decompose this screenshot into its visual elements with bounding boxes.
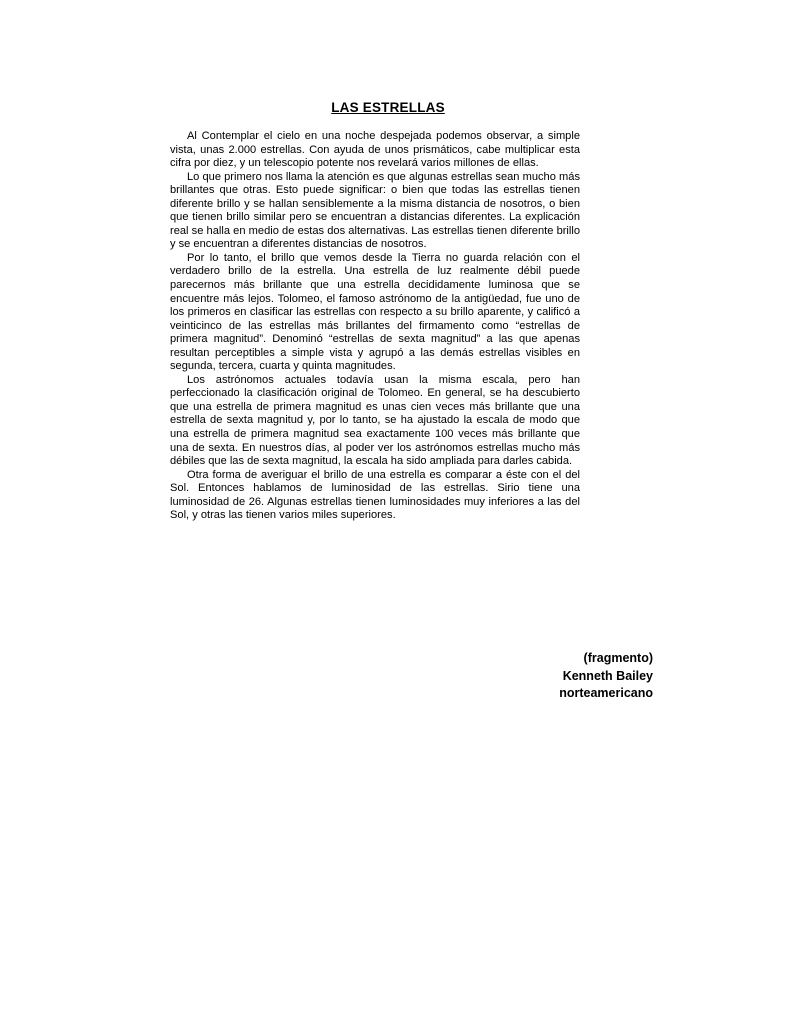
paragraph-1: Al Contemplar el cielo en una noche despejada podemos observar, a simple vista, unas 2.000 estrellas. Con ayuda de unos prismáticos, cabe multiplicar esta cifra por diez, y un telescopio potente nos revelará varios millones de ellas. [170, 130, 580, 170]
fragment-note: (fragmento) [583, 651, 653, 665]
paragraph-4: Los astrónomos actuales todavía usan la misma escala, pero han perfeccionado la clasificación original de Tolomeo. En general, se ha descubierto que una estrella de primera magnitud es unas cien veces más brillante que una estrella de sexta magnitud y, por lo tanto, se ha ajustado la escala de modo que una estrella de primera magnitud sea exactamente 100 veces más brillante que una de sexta. En nuestros días, al poder ver los astrónomos estrellas mucho más débiles que las de sexta magnitud, la escala ha sido ampliada para darles cabida. [170, 373, 580, 468]
paragraph-3: Por lo tanto, el brillo que vemos desde la Tierra no guarda relación con el verdadero brillo de la estrella. Una estrella de luz realmente débil puede parecernos más brillante que una estrella decididamente luminosa que se encuentre más lejos. Tolomeo, el famoso astrónomo de la antigüedad, fue uno de los primeros en clasificar las estrellas con respecto a su brillo aparente, y calificó a veinticinco de las estrellas más brillantes del firmamento como “estrellas de primera magnitud”. Denominó “estrellas de sexta magnitud” a las que apenas resultan perceptibles a simple vista y agrupó a las demás estrellas visibles en segunda, tercera, cuarta y quinta magnitudes. [170, 251, 580, 373]
page-title: LAS ESTRELLAS [331, 100, 445, 115]
author-nationality: norteamericano [559, 686, 653, 700]
paragraph-5: Otra forma de averiguar el brillo de una estrella es comparar a éste con el del Sol. Entonces hablamos de luminosidad de las estrellas. Sirio tiene una luminosidad de 26. Algunas estrellas tienen luminosidades muy inferiores a las del Sol, y otras las tienen varios miles superiores. [170, 468, 580, 522]
article-body [170, 130, 580, 523]
attribution-block [559, 650, 653, 703]
author-name: Kenneth Bailey [562, 668, 653, 683]
paragraph-2: Lo que primero nos llama la atención es que algunas estrellas sean mucho más brillantes que otras. Esto puede significar: o bien que todas las estrellas tienen diferente brillo y se hallan sensiblemente a la misma distancia de nosotros, o bien que tienen brillo similar pero se encuentran a distancias diferentes. La explicación real se halla en medio de estas dos alternativas. Las estrellas tienen diferente brillo y se encuentran a diferentes distancias de nosotros. [170, 170, 580, 251]
